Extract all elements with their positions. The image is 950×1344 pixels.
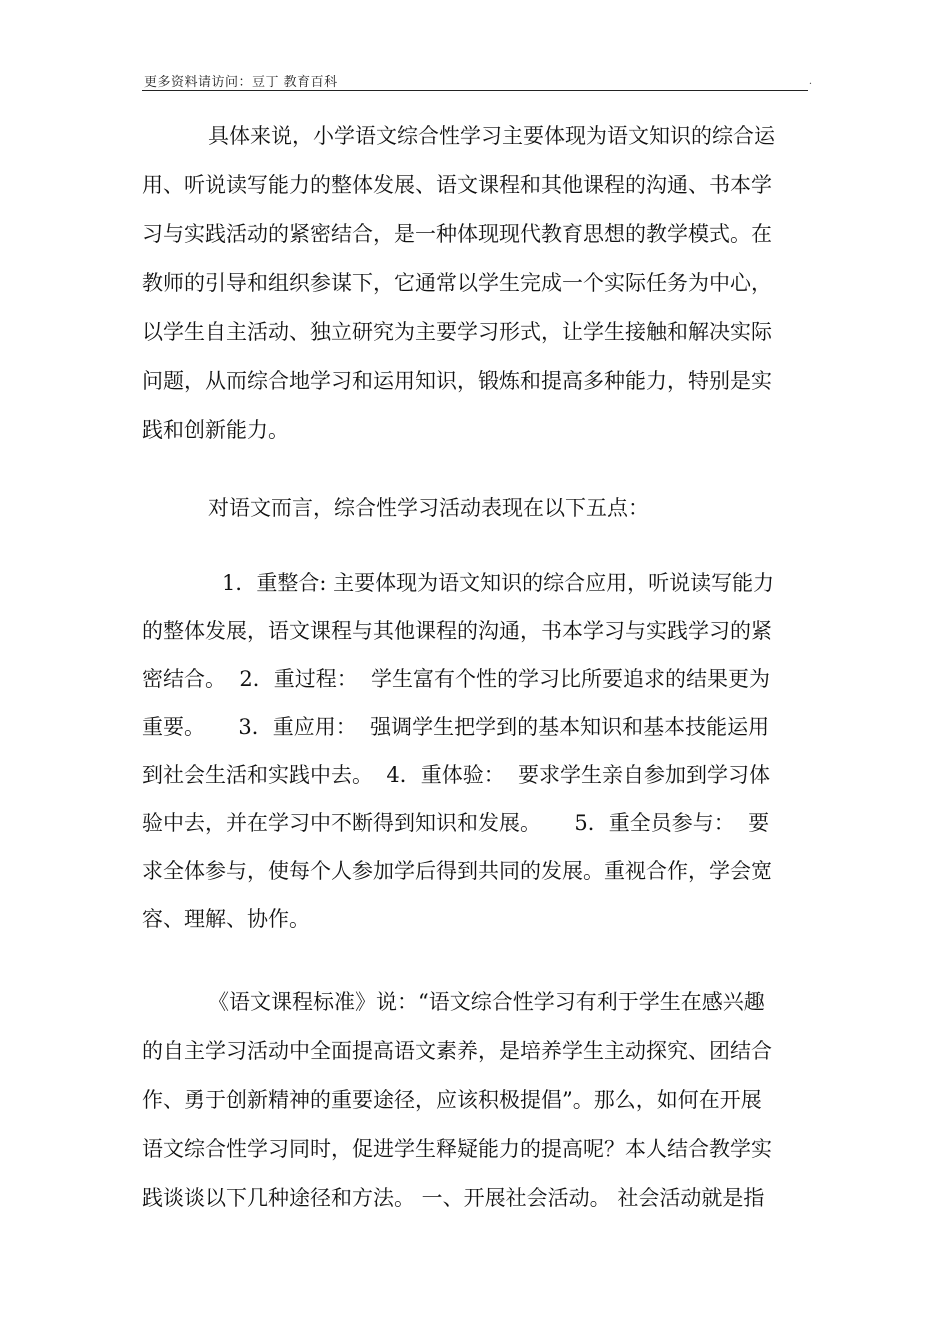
- paragraph-3-line-8: 容、理解、协作。: [142, 907, 310, 931]
- page-header: [142, 68, 812, 91]
- paragraph-3-line-2: 的整体发展，语文课程与其他课程的沟通，书本学习与实践学习的紧: [142, 619, 772, 643]
- paragraph-1-line-7: 践和创新能力。: [142, 418, 289, 442]
- paragraph-3-line-1: 1．重整合: 主要体现为语文知识的综合应用，听说读写能力: [222, 571, 775, 595]
- header-text: 更多资料请访问：豆丁 教育百科: [144, 75, 338, 90]
- paragraph-2-line-1: 对语文而言，综合性学习活动表现在以下五点：: [208, 496, 649, 520]
- paragraph-4-line-2: 的自主学习活动中全面提高语文素养，是培养学生主动探究、团结合: [142, 1039, 772, 1063]
- paragraph-3-line-4: 重要。 3．重应用： 强调学生把学到的基本知识和基本技能运用: [142, 715, 770, 739]
- paragraph-4-line-3: 作、勇于创新精神的重要途径，应该积极提倡”。那么，如何在开展: [142, 1088, 762, 1112]
- paragraph-3-line-6: 验中去，并在学习中不断得到知识和发展。 5．重全员参与： 要: [142, 811, 770, 835]
- paragraph-3-line-5: 到社会生活和实践中去。 4．重体验： 要求学生亲自参加到学习体: [142, 763, 771, 787]
- paragraph-1-line-2: 用、听说读写能力的整体发展、语文课程和其他课程的沟通、书本学: [142, 173, 772, 197]
- header-mark: .: [808, 76, 812, 87]
- paragraph-3-line-7: 求全体参与，使每个人参加学后得到共同的发展。重视合作，学会宽: [142, 859, 772, 883]
- paragraph-3-line-3: 密结合。 2．重过程： 学生富有个性的学习比所要追求的结果更为: [142, 667, 771, 691]
- paragraph-4-line-1: 《语文课程标准》说：“语文综合性学习有利于学生在感兴趣: [208, 990, 765, 1014]
- paragraph-1-line-5: 以学生自主活动、独立研究为主要学习形式，让学生接触和解决实际: [142, 320, 772, 344]
- paragraph-4-line-4: 语文综合性学习同时，促进学生释疑能力的提高呢？本人结合教学实: [142, 1137, 772, 1161]
- paragraph-1-line-6: 问题，从而综合地学习和运用知识，锻炼和提高多种能力，特别是实: [142, 369, 772, 393]
- paragraph-1-line-3: 习与实践活动的紧密结合，是一种体现现代教育思想的教学模式。在: [142, 222, 772, 246]
- paragraph-1-line-4: 教师的引导和组织参谋下，它通常以学生完成一个实际任务为中心，: [142, 271, 772, 295]
- paragraph-1-line-1: 具体来说，小学语文综合性学习主要体现为语文知识的综合运: [208, 124, 775, 148]
- paragraph-4-line-5: 践谈谈以下几种途径和方法。 一、开展社会活动。 社会活动就是指: [142, 1186, 765, 1210]
